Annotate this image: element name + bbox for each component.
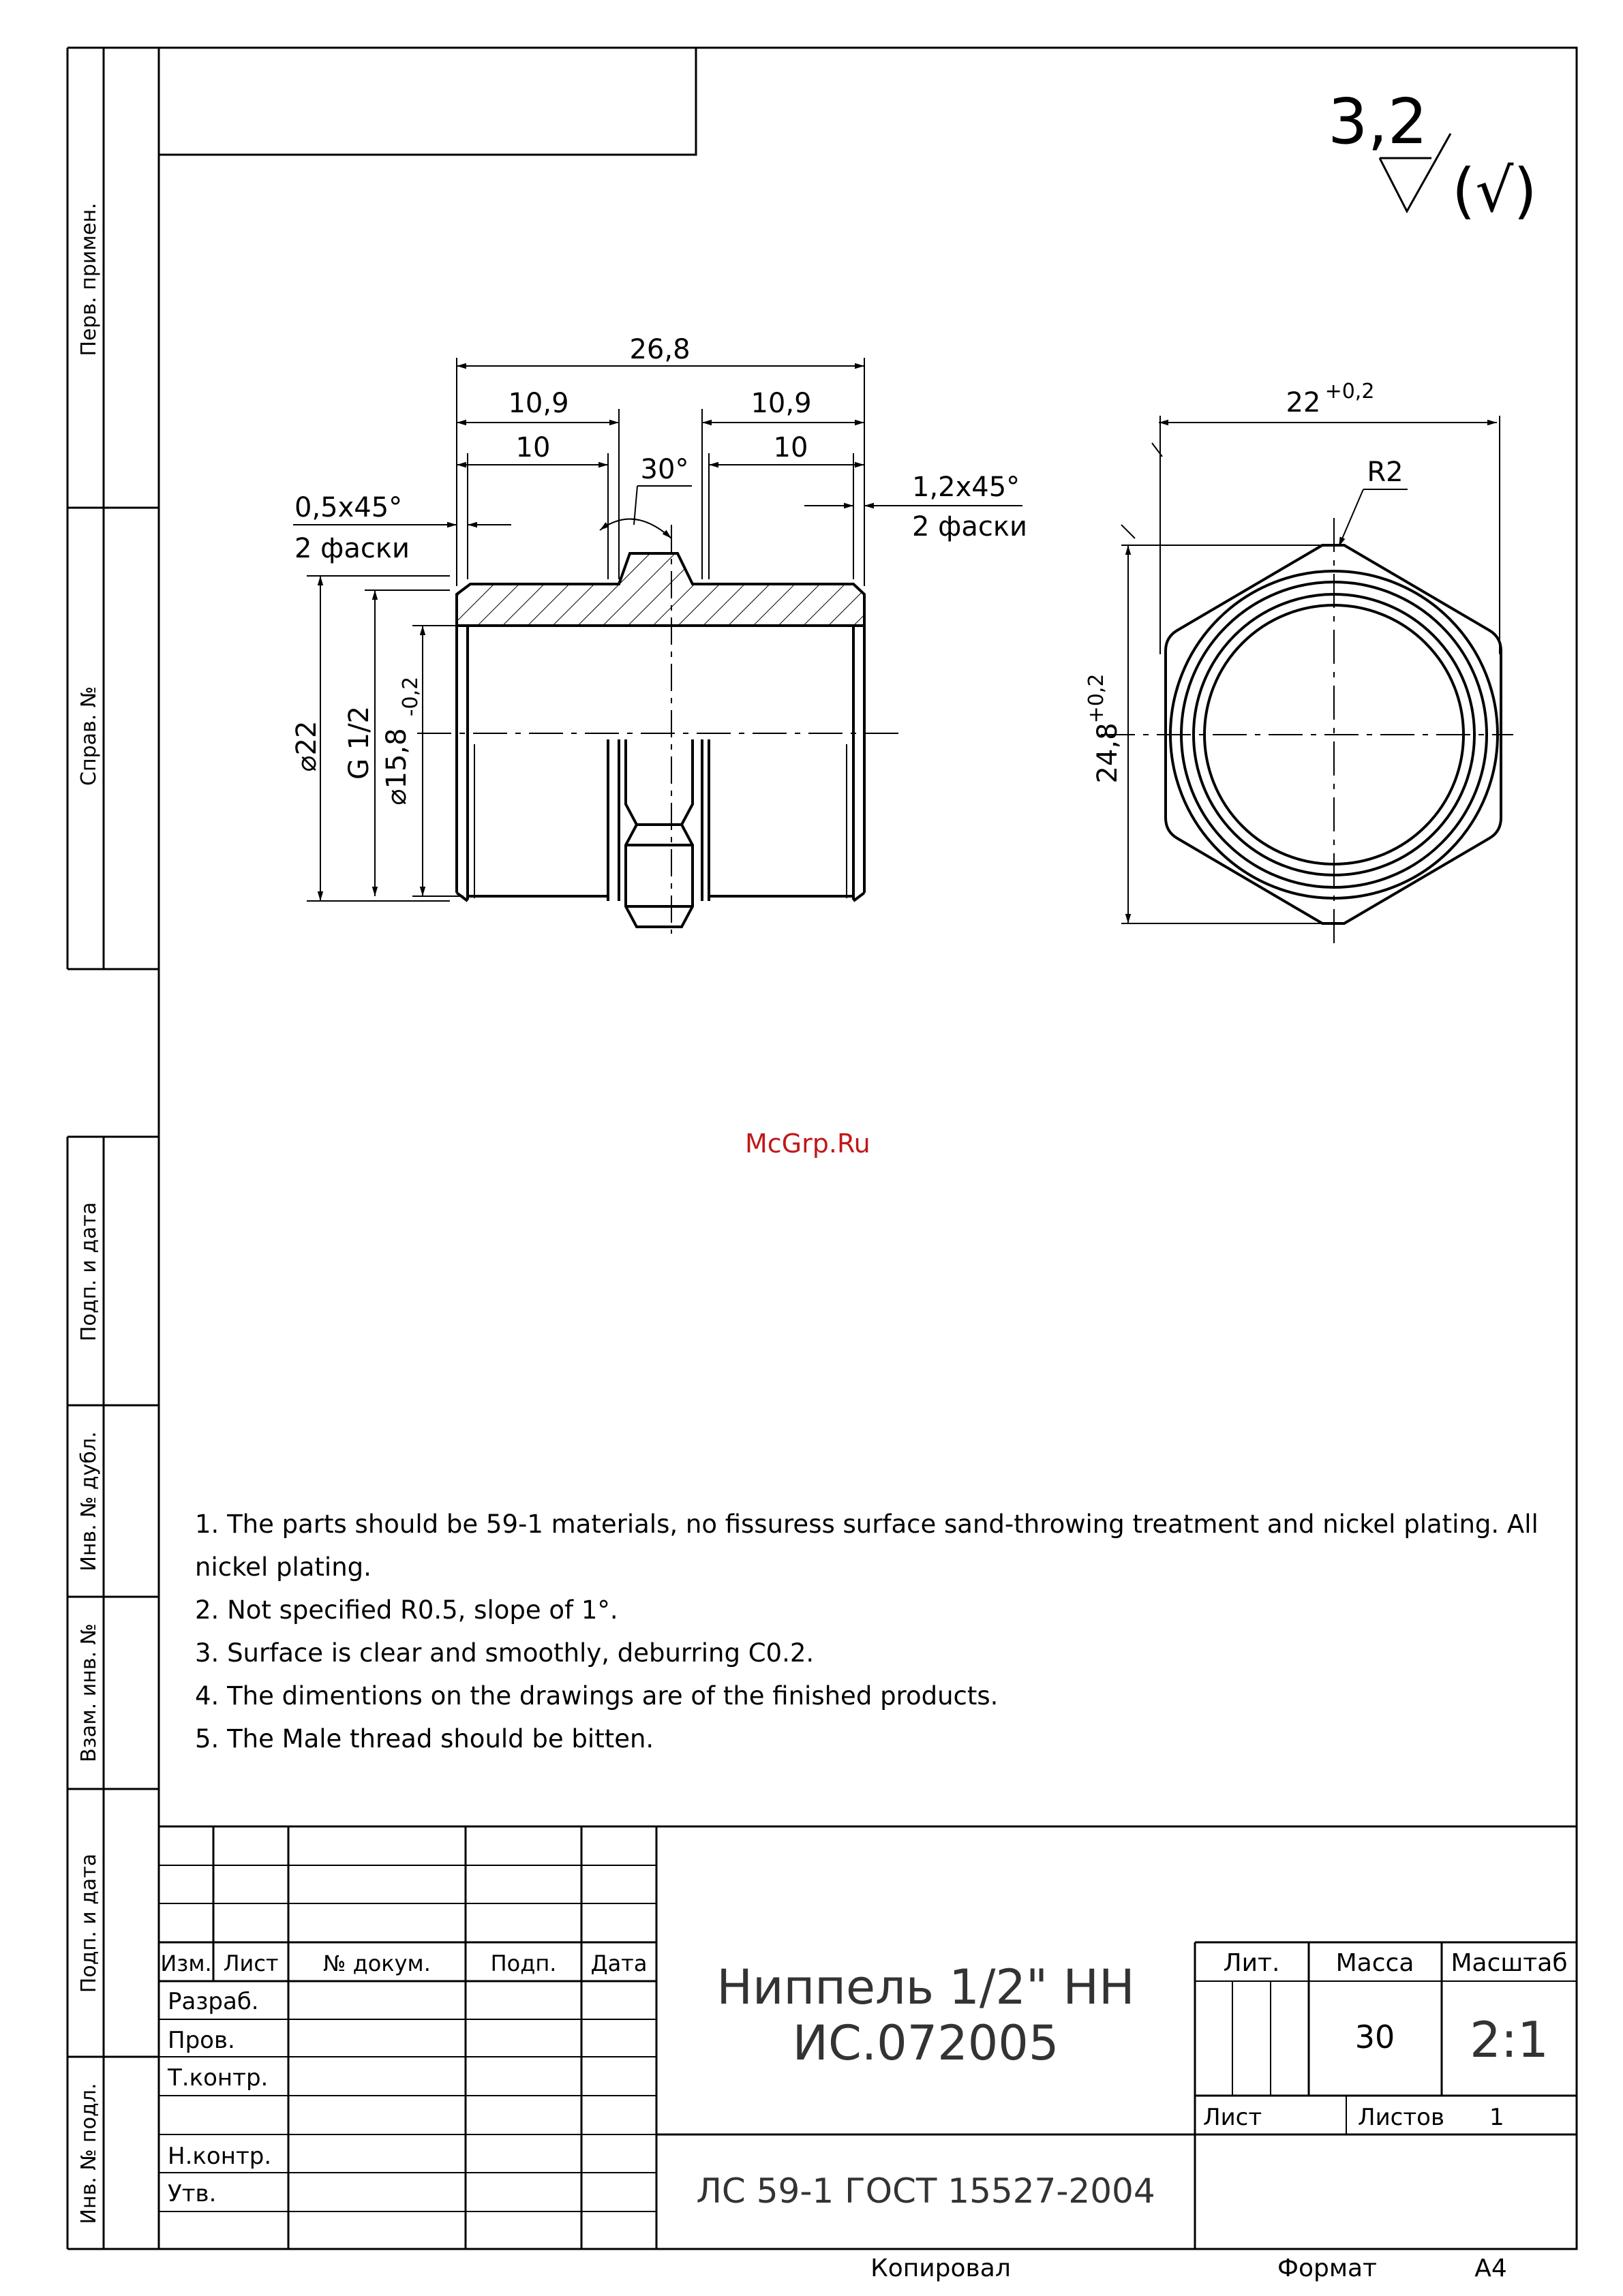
scale-label: Масштаб: [1451, 1949, 1568, 1977]
dim-diameter-outer: ⌀22: [291, 720, 322, 772]
note-3: 3. Surface is clear and smoothly, deburring C0.2.: [195, 1638, 815, 1668]
dim-hex-width-tol: +0,2: [1324, 380, 1375, 403]
note-4: 4. The dimentions on the drawings are of the finished products.: [195, 1681, 999, 1711]
product-code: ИС.072005: [792, 2015, 1059, 2071]
role-razrab: Разраб.: [168, 1988, 259, 2015]
role-utv: Утв.: [168, 2180, 217, 2207]
dim-diameter-inner-tol: -0,2: [399, 676, 423, 717]
side-labels: [77, 202, 101, 2224]
dim-left-chamfer-note: 2 фаски: [294, 533, 410, 564]
copied-label: Копировал: [870, 2254, 1011, 2282]
hdr-list: Лист: [223, 1950, 279, 1976]
side-label-podp1: Подп. и дата: [77, 1201, 101, 1342]
side-label-inv-podl: Инв. № подл.: [77, 2083, 101, 2224]
side-label-inv-dubl: Инв. № дубл.: [77, 1431, 101, 1572]
mass-label: Масса: [1335, 1949, 1414, 1977]
sheets-label: Листов: [1358, 2104, 1445, 2131]
roughness-value: 3,2: [1328, 85, 1428, 158]
mass-value: 30: [1354, 2019, 1395, 2055]
side-label-sprav: Справ. №: [77, 686, 101, 786]
sheets-value: 1: [1489, 2104, 1504, 2131]
dim-right-chamfer: 1,2x45°: [912, 472, 1020, 503]
dim-diameter-inner: ⌀15,8: [381, 728, 412, 806]
hdr-doc: № докум.: [323, 1950, 431, 1976]
product-name: Ниппель 1/2" НН: [716, 1959, 1135, 2015]
hdr-podp: Подп.: [490, 1950, 557, 1976]
role-prov: Пров.: [168, 2027, 235, 2054]
note-1: 1. The parts should be 59-1 materials, no fissuress surface sand-throwing treatment and nickel plating. All: [195, 1510, 1538, 1539]
material: ЛС 59-1 ГОСТ 15527-2004: [696, 2171, 1155, 2211]
dim-right-inner: 10: [773, 432, 808, 463]
hdr-izm: Изм.: [160, 1950, 212, 1976]
side-label-podp2: Подп. и дата: [77, 1853, 101, 1993]
note-5: 5. The Male thread should be bitten.: [195, 1724, 654, 1754]
hex-view: [1101, 416, 1513, 951]
sheet-label: Лист: [1203, 2104, 1262, 2131]
format-value: А4: [1474, 2254, 1507, 2282]
dim-hex-width: 22: [1286, 387, 1321, 418]
hdr-data: Дата: [590, 1950, 648, 1976]
watermark: McGrp.Ru: [745, 1129, 870, 1159]
note-1-cont: nickel plating.: [195, 1552, 371, 1582]
hex-view-labels: [1084, 380, 1404, 784]
dim-right-thread: 10,9: [750, 388, 812, 419]
dim-angle: 30°: [640, 454, 689, 485]
role-tkontr: Т.контр.: [168, 2064, 269, 2092]
dim-overall-length: 26,8: [629, 334, 691, 365]
section-view: [293, 358, 1022, 934]
note-2: 2. Not specified R0.5, slope of 1°.: [195, 1595, 618, 1625]
dim-left-chamfer: 0,5x45°: [294, 492, 403, 523]
dim-hex-height-tol: +0,2: [1084, 673, 1108, 724]
format-label: Формат: [1277, 2254, 1378, 2282]
side-label-perv: Перв. примен.: [77, 202, 101, 356]
dim-hex-height: 24,8: [1092, 722, 1123, 784]
lit-label: Лит.: [1223, 1949, 1280, 1977]
dim-right-chamfer-note: 2 фаски: [912, 511, 1028, 542]
technical-notes: [195, 1503, 1545, 1760]
dim-hex-radius: R2: [1367, 457, 1404, 488]
dim-left-inner: 10: [515, 432, 551, 463]
dim-thread: G 1/2: [344, 705, 375, 780]
scale-value: 2:1: [1470, 2011, 1549, 2068]
roughness-symbol: [1328, 85, 1537, 226]
role-nkontr: Н.контр.: [168, 2143, 272, 2170]
side-label-vzam: Взам. инв. №: [77, 1623, 101, 1762]
roughness-extra: (√): [1452, 155, 1537, 226]
dim-left-thread: 10,9: [508, 388, 569, 419]
title-block-text: [160, 1949, 1567, 2282]
